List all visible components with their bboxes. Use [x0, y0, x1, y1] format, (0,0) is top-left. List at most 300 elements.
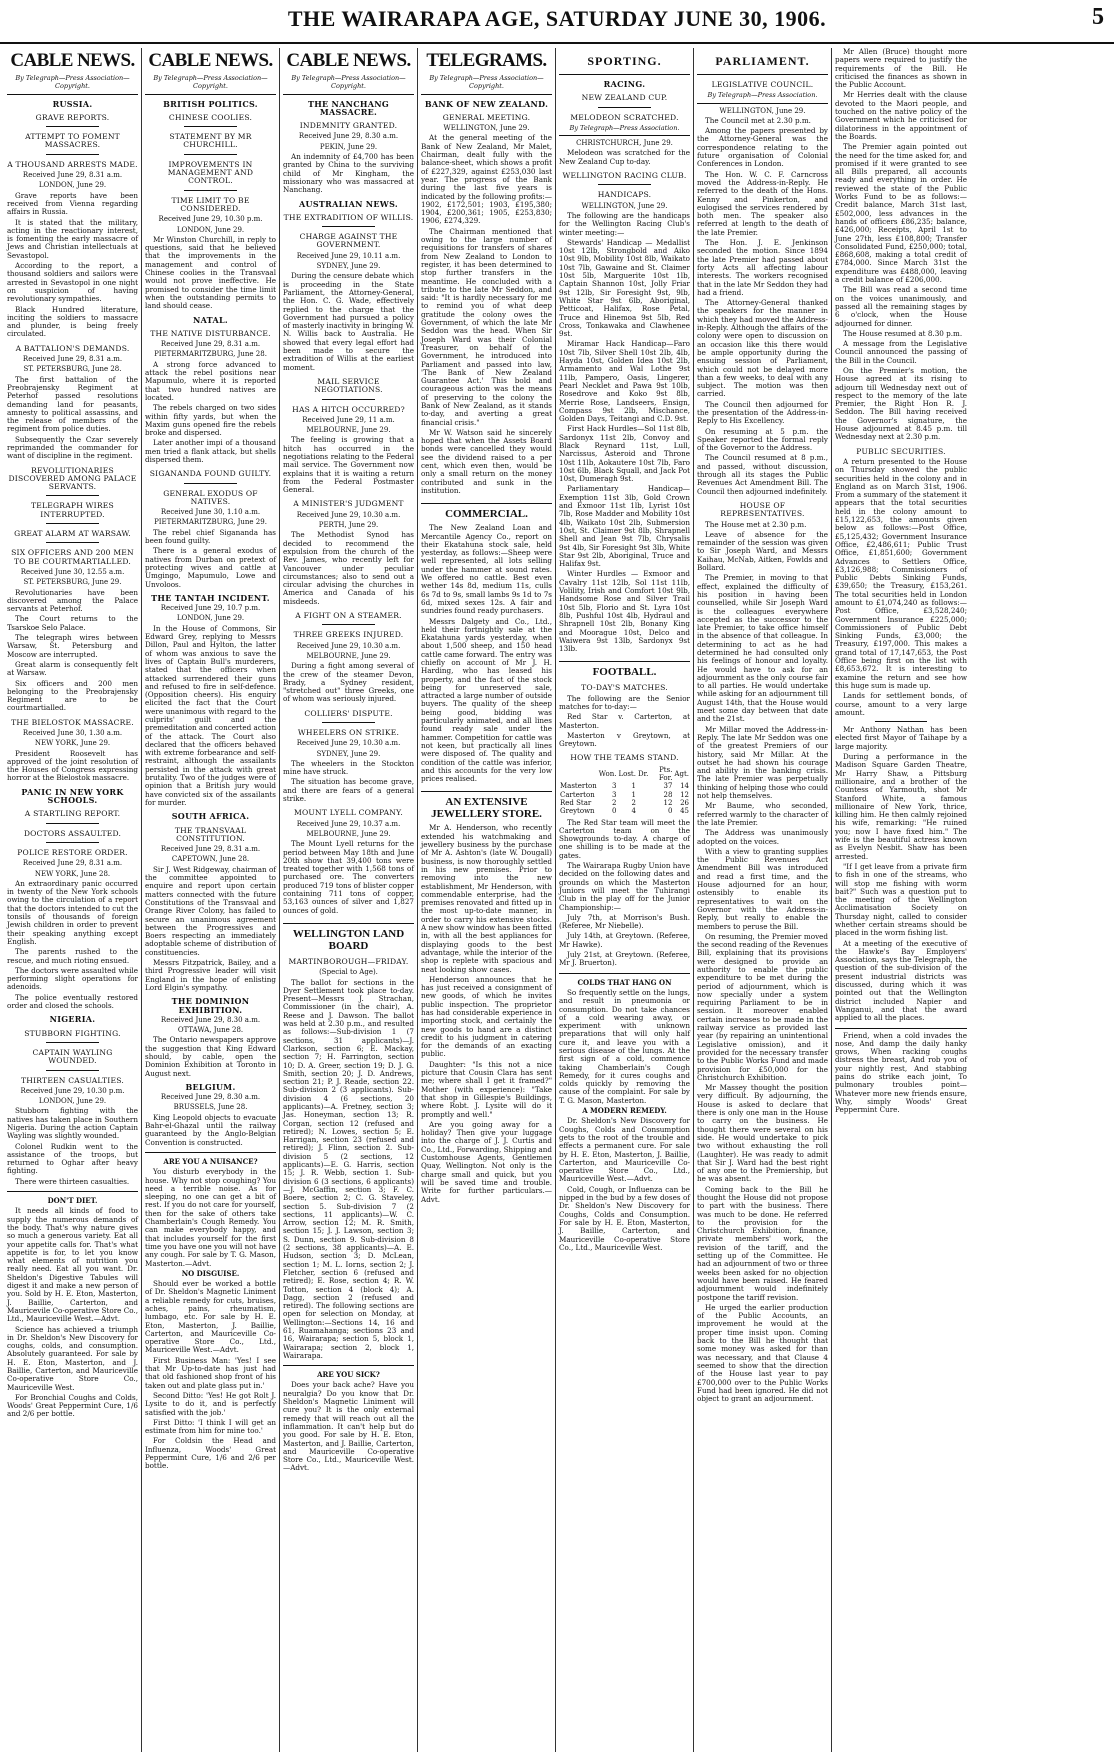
- received-line: Received June 30, 12.55 a.m.: [20, 567, 125, 576]
- paragraph: The Court returns to the Tsarskoe Selo Palace.: [7, 614, 138, 632]
- divider: [598, 107, 650, 108]
- dateline: ST. PETERSBURG, June 28.: [23, 365, 122, 374]
- headline: MAIL SERVICE NEGOTIATIONS.: [314, 376, 383, 395]
- table-cell: 37: [663, 782, 673, 791]
- paragraph: A message from the Legislative Council announced the passing of the Bill in the Council.: [835, 339, 967, 365]
- dateline: PEKIN, June 29.: [319, 142, 378, 151]
- headline: STATEMENT BY MR CHURCHILL.: [169, 132, 252, 150]
- paragraph: An extraordinary panic occurred in twenty of the New York schools owing to the circulation of a report that the doctors intended to cut the tonsils of thousands of foreign Jewish children in order to prevent their speaking anything except English.: [7, 878, 138, 946]
- table-cell: 28: [663, 790, 673, 799]
- columns: [4, 48, 1110, 1752]
- dateline: PIETERMARITZBURG, June 28.: [154, 350, 267, 359]
- table-cell: Greytown: [560, 807, 595, 816]
- headline: TO-DAY'S MATCHES.: [581, 683, 668, 693]
- table-header: Dr.: [637, 769, 649, 778]
- table-cell: 3: [611, 782, 617, 791]
- received-line: Received June 29, 10.37 a.m.: [296, 819, 401, 828]
- paragraph: Later another impi of a thousand men tried a flank attack, but shells dispersed them.: [145, 438, 276, 464]
- paragraph: Colonel Rudkin went to the assistance of the troops, but returned to Oghar after heavy fighting.: [7, 1141, 138, 1176]
- divider: [46, 523, 98, 524]
- paragraph: During the censure debate which is proceeding in the State Parliament, the Attorney-General, the Hon. C. G. Wade, effectively replied to the charge that the Government had pursued a policy of masterly inactivity in bringing W. N. Willis back to Australia. He showed that every legal effort had been made to secure the extradition of Willis at the earliest moment.: [283, 271, 414, 372]
- dateline: SYDNEY, June 29.: [316, 262, 381, 271]
- paragraph: Leave of absence for the remainder of the session was given to Sir Joseph Ward, and Messrs Kaihau, McNab, Aitken, Fowlds and Bollard.: [697, 529, 828, 573]
- headline: SIX OFFICERS AND 200 MEN TO BE COURTMARTIALLED.: [11, 548, 134, 566]
- paragraph: The telegraph wires between Warsaw, St. Petersburg and Moscow are interrupted.: [7, 633, 138, 659]
- headline-commercial: COMMERCIAL.: [421, 503, 552, 520]
- paragraph: Revolutionaries have been discovered among the Palace servants at Peterhof.: [7, 587, 138, 614]
- section-heading: RUSSIA.: [52, 98, 93, 109]
- section-heading: AUSTRALIAN NEWS.: [299, 198, 398, 209]
- dateline: MELBOURNE, June 29.: [306, 651, 391, 660]
- table-cell: [637, 782, 649, 790]
- byline: By Telegraph—Press Association—Copyright.: [145, 74, 276, 95]
- paragraph: King Leopold objects to evacuate Bahr-el-Ghazal until the railway guaranteed by the Anglo-Belgian Convention is constructed.: [145, 1112, 276, 1147]
- paragraph: A return presented to the House on Thursday showed the public securities held in the colony and in England as on March 31st, 1906. From a summary of the statement it appears that the total securities held in the colony amount to £15,122,653, the amounts given below as follows:—Post Office, £5,125,432; Government Insurance Office, £2,486,611; Public Trust Office, £1,851,600; Government Advances to Settlers Office, £3,126,988; Commissioners of Public Debts Sinking Funds, £39,650; the Treasury, £153,261. The total securities held in London amount to £1,074,240 as follows:—Post Office, £3,528,240; Government Insurance £225,000; Commissioners of Public Debt Sinking Funds, £3,000; the Treasury, £197,000. This makes a grand total of 17,147,653, the Post Office being first on the list with £8,653,672. It is interesting to examine the return and see how this huge sum is made up.: [835, 456, 967, 690]
- section-heading: THE TANTAH INCIDENT.: [151, 592, 270, 603]
- paragraph: The Premier, in moving to that effect, explained the difficulty of his position in having been counselled, while Sir Joseph Ward is the colleagues everywhere accepted as the successor to the late Premier, to take office himself in the absence of that colleague. In determining to act as he had determined he had consulted only his feelings of honour and loyalty. He would have to ask for an adjournment as the only course fair to all parties. He would undertake while asking for an adjournment till August 14th, that the House would meet some day between that date and the 21st.: [697, 573, 828, 724]
- table-cell: 4: [631, 807, 636, 816]
- paragraph: The House met at 2.30 p.m.: [705, 519, 807, 529]
- dateline: LONDON, June 29.: [176, 614, 245, 623]
- paragraph: The rebel chief Sigananda has been found guilty.: [145, 527, 276, 546]
- headline: A MINISTER'S JUDGMENT: [293, 499, 404, 509]
- paragraph: Coming back to the Bill he thought the House did not propose to part with the business. There was much to be done. He referred to the provision for the Christchurch Exhibition, finance, private members' work, the revision of the tariff, and the setting up of the Committee. He had an adjournment of two or three weeks been asked for no objection would have been raised. He feared adjournment would indefinitely postpone the tariff revision.: [697, 1184, 828, 1302]
- paragraph: Mr Allen (Bruce) thought more papers were required to justify the requirements of the Bill. He criticised the finances as shown in the Public Account.: [835, 48, 967, 90]
- table-header: [559, 766, 598, 783]
- headline: THREE GREEKS INJURED.: [293, 630, 404, 640]
- headline: MOUNT LYELL COMPANY.: [294, 808, 403, 818]
- headline-jewellery: AN EXTENSIVE JEWELLERY STORE.: [421, 791, 552, 820]
- section-heading: PANIC IN NEW YORK SCHOOLS.: [21, 786, 124, 806]
- dateline: LONDON, June 29.: [38, 181, 107, 190]
- table-header-row: [559, 766, 690, 783]
- paragraph: Mr Anthony Nathan has been elected first Mayor of Taihape by a large majority.: [835, 725, 967, 751]
- ad-text: Should ever be worked a bottle of Dr. Sheldon's Magnetic Liniment a reliable remedy for cuts, bruises, aches, pains, rheumatism, lumbago, etc. For sale by H. E. Eton, Masterton, J. Baillie, Carterton, and Mauriceville Co-operative Store Co., Ltd., Mauriceville West.—Advt.: [145, 1279, 276, 1355]
- headline: CAPTAIN WAYLING WOUNDED.: [32, 1047, 113, 1066]
- paragraph: There were thirteen casualties.: [15, 1176, 130, 1186]
- dateline: PIETERMARITZBURG, June 29.: [154, 518, 267, 527]
- paragraph: Mr W. Watson said he sincerely hoped that when the Assets Board bonds were cancelled they would see the dividend raised to a per cent, which even then, would be only a small return on the money contributed and sunk in the institution.: [421, 427, 552, 495]
- paragraph: The Methodist Synod has decided to recommend the expulsion from the church of the Rev. James, who recently left for Vancouver under peculiar circumstances; also to send out a circular advising the churches in America and Canada of his misdeeds.: [283, 530, 414, 606]
- paragraph: The feeling is growing that a hitch has occurred in the negotiations relating to the Federal mail service. The Government now explains that it is waiting a return from the Federal Postmaster General.: [283, 435, 414, 495]
- paragraph: Stubborn fighting with the natives has taken place in Southern Nigeria. During the action Captain Wayling was slightly wounded.: [7, 1106, 138, 1141]
- dateline: CHRISTCHURCH, June 29.: [576, 139, 673, 148]
- received-line: Received June 29, 10.30 p.m.: [20, 1086, 125, 1095]
- divider: [46, 1070, 98, 1071]
- ad-text: For Coldsin the Head and Influenza, Woods' Great Peppermint Cure, 1/6 and 2/6 per bottle.: [145, 1436, 276, 1471]
- headline: SIGANANDA FOUND GUILTY.: [149, 469, 272, 479]
- divider: [46, 495, 98, 496]
- paragraph: The rebels charged on two sides within fifty yards, but when the Maxim guns opened fire the rebels broke and dispersed.: [145, 403, 276, 438]
- divider: [598, 184, 650, 185]
- dateline: OTTAWA, June 28.: [177, 1026, 244, 1035]
- headline: COLLIERS' DISPUTE.: [304, 708, 393, 718]
- dateline: WELLINGTON, June 29.: [719, 106, 806, 115]
- table-cell: Red Star: [560, 798, 592, 807]
- column-4: [418, 48, 556, 1752]
- paragraph: An indemnity of £4,700 has been granted by China to the surviving child of Mr Kingham, the missionary who was massacred at Nanchang.: [283, 152, 414, 195]
- paragraph: Stewards' Handicap — Medallist 10st 12lb, Strongbold and Aiko 10st 9lb, Mobility 10st 8lb, Waikato 10st 7lb, Gawaine and St. Claimer 10st 5lb, Marguerite 10st 1lb, Captain Shannon 10st, Jolly Friar 9st 12lb, Sir Foresight 9st, 9lb, White Star 9st 6lb, Aboriginal, Petticoat, Halifax, Rose Petal, Truce and Hinemoa 9st 5lb, Red Cross, Tonkawaka and Clawhenee 9st.: [559, 237, 690, 339]
- ad-heading: A MODERN REMEDY.: [582, 1106, 667, 1116]
- headline: HOW THE TEAMS STAND.: [570, 753, 679, 763]
- paragraph: The Red Star team will meet the Carterton team on the Showgrounds to-day. A charge of one shilling is to be made at the gates.: [559, 817, 690, 860]
- ad-text: It needs all kinds of food to supply the numerous demands of the body. That's why nature gives so much a generous variety. Eat all your appetite calls for. That's what appetite is for, to let you know what elements of nutrition you really need. Eat all you want. Dr. Sheldon's Digestive Tabules will digest it and make a new person of you. Sold by H. E. Eton, Masterton, J. Baillie, Carterton, and Mauricevile Co-operative Store Co., Ltd., Mauriceville West.—Advt.: [7, 1206, 138, 1324]
- banner: TELEGRAMS.: [426, 50, 547, 71]
- paragraph: The Council resumed at 8 p.m., and passed, without discussion, through all its stages the Public Revenues Act Amendment Bill. The Council then adjourned indefinitely.: [697, 453, 828, 496]
- paragraph: The House resumed at 8.30 p.m.: [843, 328, 963, 338]
- paragraph: The Wairarapa Rugby Union have decided on the following dates and grounds on which the Masterton Juniors will meet the Tuhirangi Club in the play off for the Junior Championship:—: [559, 861, 690, 912]
- advertisement: [559, 973, 690, 1253]
- paragraph: Mr Baume, who seconded, referred warmly to the character of the late Premier.: [697, 801, 828, 827]
- table-cell: 12: [663, 798, 673, 807]
- paragraph: Sir J. West Ridgeway, chairman of the committee appointed to enquire and report upon certain matters connected with the future Constitutions of the Transvaal and Orange River Colony, has failed to secure an unanimous agreement between the Progressives and Boers respecting an immediately adoptable scheme of distribution of constituencies.: [145, 864, 276, 957]
- ad-heading: ARE YOU A NUISANCE?: [163, 1156, 258, 1166]
- headline: THE TRANSVAAL CONSTITUTION.: [174, 825, 247, 843]
- dateline: CAPETOWN, June 28.: [171, 855, 250, 864]
- received-line: Received June 29, 10.30 a.m.: [296, 739, 401, 748]
- section-heading: THE DOMINION EXHIBITION.: [171, 996, 250, 1015]
- section-heading: THE NANCHANG MASSACRE.: [307, 98, 390, 117]
- headline: STUBBORN FIGHTING.: [24, 1028, 121, 1038]
- divider: [46, 154, 98, 155]
- headline: MELODEON SCRATCHED.: [570, 112, 679, 122]
- received-line: Received June 29, 10.30 a.m.: [296, 510, 401, 519]
- headline-land-board: WELLINGTON LAND BOARD: [283, 923, 414, 952]
- headline: HAS A HITCH OCCURRED?: [292, 404, 405, 414]
- ad-text: You disturb everybody in the house. Why not stop coughing? You need a terrible noise. As for sleeping, no one can get a bit of rest. If you do not care for yourself, then for the sake of others take Chamberlain's Cough Remedy. You can make everybody happy, and that includes yourself for the first time you have one you will not have any cough. For sale by T. G. Mason, Masterton.—Advt.: [145, 1167, 276, 1268]
- dateline: WELLINGTON, June 29.: [581, 201, 668, 210]
- paragraph: The Council met at 2.30 p.m.: [705, 115, 811, 125]
- received-line: Received June 29, 10.7 p.m.: [160, 604, 261, 613]
- table-header: Won.: [598, 769, 617, 778]
- headline: THE NATIVE DISTURBANCE.: [150, 328, 271, 338]
- table-row: [559, 807, 690, 815]
- paragraph: Mr Millar moved the Address-in-Reply. The late Mr Seddon was one of the greatest Premiers of our history, said Mr Millar. At the outset he had shown his courage and ability in the banking crisis. The late Premier was perpetually thinking of helping those who could not help themselves.: [697, 724, 828, 801]
- paragraph: The Address was unanimously adopted on the voices.: [697, 828, 828, 846]
- table-header: Agt.: [674, 769, 689, 778]
- table-cell: [637, 791, 649, 799]
- paragraph: Mr Herries dealt with the clause devoted to the Maori people, and touched on the native policy of the Government which he criticised for dilatoriness in the appointment of the Boards.: [835, 90, 967, 141]
- paragraph: According to the report, a thousand soldiers and sailors were arrested in Sevastopol in one night on suspicion of having revolutionary sympathies.: [7, 261, 138, 304]
- paragraph: Mr A. Henderson, who recently extended his watchmaking and jewellery business by the purchase of Mr A. Ashton's (late W. Dougall) business, is now thoroughly settled in his new premises. Prior to removing into the new establishment, Mr Henderson, with commendable enterprise, had the premises renovated and fitted up in the most up-to-date manner, in order to carry his extensive stocks. A new show window has been fitted in, with all the best appliances for displaying goods to the best advantage, while the interior of the shop is replete with spacious and neat looking show cases.: [421, 823, 552, 974]
- paragraph: He urged the earlier production of the Public Accounts, an improvement he would at the proper time insist upon. Coming back to the Bill he thought that some money was asked for than was necessary, and that Clause 4 seemed to show that the direction of the House last year to pay £700,000 over to the Public Works Fund had been ignored. He did not object to grant an adjournment.: [697, 1302, 828, 1404]
- received-line: Received June 29, 8.30 a.m.: [160, 1093, 261, 1102]
- table-cell: Carterton: [560, 790, 595, 799]
- received-line: Received June 29, 8.31 a.m.: [22, 859, 123, 868]
- subhead: (Special to Age).: [319, 968, 378, 977]
- paragraph: "If I get leave from a private firm to fish in one of the streams, who will stop me fishing with worm bait?" Such was a question put to the meeting of the Wellington Acclimatisation Society on Thursday night, called to consider whether certain streams should be placed in the worm fishing list.: [835, 861, 967, 938]
- table-header: Pts. For.: [658, 765, 673, 783]
- headline: POLICE RESTORE ORDER.: [17, 847, 128, 857]
- headline: IMPROVEMENTS IN MANAGEMENT AND CONTROL.: [167, 159, 254, 186]
- dateline: SYDNEY, June 29.: [316, 749, 381, 758]
- paragraph: The Hon. W. C. F. Carncross moved the Address-in-Reply. He referred to the death of the Hons. Kenny and Pinkerton, and eulogised the services rendered by both men. The speaker also referred at length to the death of the late Premier.: [697, 169, 828, 237]
- dateline: LONDON, June 29.: [38, 1097, 107, 1106]
- dateline: BRUSSELS, June 28.: [173, 1103, 248, 1112]
- table-header: Lost.: [618, 769, 636, 778]
- paragraph: The wheelers in the Stockton mine have struck.: [283, 758, 414, 777]
- column-7: [832, 48, 970, 1752]
- divider: [322, 399, 374, 400]
- ad-text: Science has achieved a triumph in Dr. Sheldon's New Discovery for coughs, colds, and consumption. Absolutely guaranteed. For sale by H. E. Eton, Masterton, and J. Baillie, Carterton, and Mauriceville Co-operative Store Co., Mauriceville West.: [7, 1324, 138, 1392]
- divider: [184, 190, 236, 191]
- paragraph: The police eventually restored order and closed the schools.: [7, 992, 138, 1011]
- dateline: WELLINGTON, June 29.: [443, 124, 530, 133]
- received-line: Received June 29, 10.30 p.m.: [158, 215, 263, 224]
- divider: [46, 126, 98, 127]
- divider: [184, 483, 236, 484]
- paragraph: With a view to granting supplies the Public Revenues Act Amendment Bill was introduced and read a first time, and the House adjourned for an hour, ostensibly to enable its representatives to wait on the Governor with the Address-in-Reply, but really to enable the members to peruse the Bill.: [697, 846, 828, 931]
- paragraph: Henderson announces that he has just received a consignment of new goods, of which he invites public inspection. The proprietor has had considerable experience in importing stock, and certainly the new goods to hand are a distinct credit to his judgment in catering for the demands of an exacting public.: [421, 974, 552, 1059]
- headline: REVOLUTIONARIES DISCOVERED AMONG PALACE SERVANTS.: [8, 465, 137, 492]
- ad-heading: DON'T DIET.: [47, 1196, 98, 1206]
- paragraph: Parliamentary Handicap—Exemption 11st 3lb, Gold Crown and Exmoor 11st 1lb, Lyrist 10st 7lb, Rose Madder and Mobility 10st 4lb, Waikato 10st 2lb, Submersion 10st, St. Claimer 9st 8lb, Shrapnell Shell and Jean 9st 7lb, Chrysalis 9st 4lb, Sir Foresight 9st 3lb, White Star 9st 2lb, Aboriginal, Truce and Halifax 9st.: [559, 484, 690, 569]
- dateline: PERTH, June 29.: [318, 521, 379, 530]
- headline: CHARGE AGAINST THE GOVERNMENT.: [299, 232, 398, 250]
- table-cell: 3: [611, 790, 617, 799]
- table-cell: [637, 799, 649, 807]
- paragraph: Mr Massey thought the position very difficult. By adjourning, the House is asked to declare that there is only one man in the House to carry on the business. He thought there were several on his side. He would undertake to pick two without exhausting the roll (Laughter). He was ready to admit that Sir J. Ward had the best right of any one to the Premiership, but he was absent.: [697, 1083, 828, 1184]
- table-row: [559, 782, 690, 790]
- byline: By Telegraph—Press Association—Copyright.: [7, 74, 138, 95]
- table-cell: 14: [680, 782, 689, 791]
- dateline: NEW YORK, June 28.: [34, 869, 111, 878]
- headline: GENERAL EXODUS OF NATIVES.: [163, 488, 258, 506]
- table-cell: 45: [680, 807, 689, 816]
- table-cell: 0: [611, 807, 617, 816]
- paragraph: Subsequently the Czar severely reprimanded the commander for want of discipline in the regiment.: [7, 434, 138, 461]
- headline: TIME LIMIT TO BE CONSIDERED.: [171, 195, 250, 213]
- paragraph: Are you going away for a holiday? Then give your luggage into the charge of J. J. Curtis and Co., Ltd., Forwarding, Shipping and Customhouse Agents, Gentlemen Quay, Wellington. Not only is the charge small and quick, but you will be saved time and trouble. Write for further particulars.—Advt.: [421, 1119, 552, 1204]
- paragraph: During a performance in the Madison Square Garden Theatre, Mr Harry Shaw, a Pittsburg millionaire, and a brother of the Countess of Yarmouth, shot Mr Stanford White, a famous millionaire of New York, thrice, killing him. He then calmly rejoined his wife, remarking: "He ruined you; now I have fixed him." The wife is the beautiful actress known as Evelyn Nesbit. Shaw has been arrested.: [835, 752, 967, 861]
- paragraph: Great alarm is consequently felt at Warsaw.: [7, 659, 138, 678]
- headline: PUBLIC SECURITIES.: [856, 446, 946, 456]
- table-cell: 2: [611, 798, 617, 807]
- dateline: LONDON, June 29.: [176, 225, 245, 234]
- headline: A BATTALION'S DEMANDS.: [15, 343, 130, 353]
- received-line: Received June 29, 8.31 a.m.: [160, 845, 261, 854]
- table-cell: Masterton: [560, 782, 597, 791]
- ad-text: First Business Man: 'Yes! I see that Mr Up-to-date has just had that old fashioned shop front of his taken out and plate glass put in.': [145, 1355, 276, 1390]
- paragraph: July 7th, at Morrison's Bush. (Referee, Mr Niebelle).: [559, 912, 690, 931]
- advertisement: [283, 1365, 414, 1473]
- divider: [184, 154, 236, 155]
- paragraph: Red Star v. Carterton, at Masterton.: [559, 712, 690, 730]
- paragraph: Messrs Fitzpatrick, Bailey, and a third Progressive leader will visit England in the hope of enlisting Lord Elgin's sympathy.: [145, 958, 276, 992]
- headline: NEW ZEALAND CUP.: [581, 93, 668, 103]
- headline: INDEMNITY GRANTED.: [299, 121, 398, 131]
- paragraph: The New Zealand Loan and Mercantile Agency Co., report on their Ekatahuna stock sale, held yesterday, as follows:—Sheep were well represented, all lots selling under the hammer at sound rates. We offered no cattle. Best even wether 14s 8d, medium 11s, culls 6s 7d to 9s, small lambs 9s 1d to 7s 6d, mixed sexes 12s. A fair and sundries found ready purchasers.: [421, 523, 552, 616]
- paragraph: At the general meeting of the Bank of New Zealand, Mr Malet, Chairman, dealt fully with the balance-sheet, which shows a profit of £227,329, against £253,030 last year. The progress of the Bank during the last five years is indicated by the following profits:—1902, £172,501; 1903, £195,380; 1904, £200,361; 1905, £253,830; 1906, £274,329.: [421, 133, 552, 226]
- paragraph: On resuming at 5 p.m. the Speaker reported the formal reply of the Governor to the Address.: [697, 426, 828, 453]
- section-heading: SOUTH AFRICA.: [171, 811, 250, 822]
- paragraph: The Chairman mentioned that owing to the large number of requisitions for transfers of shares from New Zealand to London to register, it has been determined to stop further transfers in the meantime. He concluded with a tribute to the late Mr Seddon, and said: "It is hardly necessary for me to remind you of what deep gratitude the colony owes the Government, of which the late Mr Seddon was the head. When Sir Joseph Ward was their Colonial Treasurer, on behalf of the Government, he introduced into Parliament and passed into law, 'The Bank of New Zealand Guarantee Act.' This bold and courageous action was the means of preserving to the colony the Bank of New Zealand, as it stands to-day, and averting a great financial crisis.": [421, 226, 552, 427]
- paragraph: The first battalion of the Preobrajensky Regiment at Peterhof passed resolutions demanding land for peasants, amnesty to political assassins, and the release of members of the regiment from police duties.: [7, 374, 138, 434]
- ad-text: Does your back ache? Have you neuralgia? Do you know that Dr. Sheldon's Magnetic Liniment will cure you? It is the only external remedy that will reach out all the inflammation. It can't help but do you good. For sale by H. E. Eton, Masterton, and J. Baillie, Carterton, and Mauriceville Co-operative Store Co., Ltd., Mauriceville West.—Advt.: [283, 1380, 414, 1473]
- paragraph: On the Premier's motion, the House agreed at its rising to adjourn till Wednesday next out of respect to the memory of the late Premier, the Right Hon R. J. Seddon. The Bill having received the Governor's signature, the House adjourned at 8.45 p.m. till Wednesday next at 2.30 p.m.: [835, 365, 967, 442]
- dateline: NEW YORK, June 29.: [34, 739, 111, 748]
- divider: [46, 823, 98, 824]
- headline: CHINESE COOLIES.: [168, 112, 253, 122]
- section-heading: BELGIUM.: [185, 1081, 236, 1092]
- paragraph: Miramar Hack Handicap—Faro 10st 7lb, Silver Shell 10st 2lb, 4lb, Hayda 10st, Golden Idea 10st 2lb, Armamento and Wal Lothe 9st 11lb, Pampero, Oasis, Lingerer, Pearl Necklet and Pawa 9st 10lb, Rosedrove and Koko 9st 8lb, Merrie Rose, Landseers, Ensign, Compass 9st 2lb, Mischance, Golden Days, Teitangi and C.D. 9st.: [559, 339, 690, 424]
- masthead: [0, 0, 1114, 44]
- received-line: Received June 29, 8.31 a.m.: [22, 171, 123, 180]
- paragraph: There is a general exodus of natives from Durban on pretext of protecting wives and cattle at Umgingo, Mapumulo, Lowe and Unvoloos.: [145, 546, 276, 589]
- table-cell: 26: [680, 798, 689, 807]
- paragraph: The Bill was read a second time on the voices unanimously, and passed all the remaining stages by 6 o'clock, when the House adjourned for dinner.: [835, 285, 967, 328]
- paragraph: Daughter: "Is this not a nice picture that Cousin Clara has sent me; where shall I get it framed?" Mother (with experience): "Take that shop in Gillespie's Buildings, where Robt. J. Lysite will do it promptly and well.": [421, 1059, 552, 1119]
- headline: GENERAL MEETING.: [442, 112, 531, 122]
- byline: By Telegraph—Press Association.: [697, 91, 828, 103]
- divider: [46, 542, 98, 543]
- headline: GRAVE REPORTS.: [35, 112, 110, 122]
- banner: CABLE NEWS.: [10, 50, 135, 71]
- divider: [322, 624, 374, 625]
- column-6: [694, 48, 832, 1752]
- paragraph: Grave reports have been received from Vienna regarding affairs in Russia.: [7, 190, 138, 217]
- ad-heading: ARE YOU SICK?: [317, 1370, 380, 1380]
- paragraph: Messrs Dalgety and Co., Ltd., held their fortnightly sale at the Ekatahuna yards yesterday, when about 1,500 sheep, and 150 head cattle came forward. The entry was chiefly on account of Mr J. H. Harding, who has leased his property, and the fact of the stock being for unreserved sale, attracted a large number of outside buyers. The quality of the sheep being good, bidding was particularly animated, and all lines found ready sale under the hammer. Competition for cattle was not keen, but practically all lines were disposed of. The quality and condition of the cattle was inferior, and this accounts for the very low prices realised.: [421, 616, 552, 784]
- ad-heading: NO DISGUISE.: [181, 1268, 240, 1278]
- table-cell: 0: [667, 807, 673, 816]
- received-line: Received June 29, 10.30 a.m.: [296, 641, 401, 650]
- paragraph: Among the papers presented by the Attorney-General was the correspondence relating to the future organisation of Colonial Conferences in London.: [697, 126, 828, 169]
- ad-text: First Ditto: 'I think I will get an estimate from him for mine too.': [145, 1417, 276, 1436]
- ad-text: For Bronchial Coughs and Colds, Woods' Great Peppermint Cure, 1/6 and 2/6 per bottle.: [7, 1392, 138, 1419]
- paragraph: The following are the Senior matches for to-day:—: [559, 693, 690, 711]
- dateline: MELBOURNE, June 29.: [306, 829, 391, 838]
- divider: [322, 722, 374, 723]
- headline: THE EXTRADITION OF WILLIS.: [283, 212, 414, 222]
- section-heading: BRITISH POLITICS.: [163, 98, 258, 109]
- divider: [322, 226, 374, 227]
- paragraph: The following are the handicaps for the Wellington Racing Club's winter meeting:—: [559, 210, 690, 237]
- paragraph: On resuming, the Premier moved the second reading of the Revenues Bill, explaining that its provisions were designed to provide an authority to enable the public expenditure to be met during the period of adjournment, which is now specially under a system requiring Parliament to be in session. It moreover enabled certain increases to be made in the railway service as provided last year (by repairing an unintentional Legislative omission), and it provided for the necessary transfer to the Public Works Fund and made provision for £50,000 for the Christchurch Exhibition.: [697, 931, 828, 1082]
- paragraph: First Hack Hurdles—Sol 11st 8lb, Sardonyx 11st 2lb, Convoy and Black Reynard 11st, Lull, Narcissus, Asteroid and Throne 10st 11lb, Aokautere 10st 7lb, Faro 10st 6lb, Black Squall, and Jack Pot 10st, Dumeragh 9st.: [559, 424, 690, 484]
- paragraph: Winter Hurdles — Exmoor and Cavalry 11st 12lb, Sol 11st 11lb, Volility, Irish and Comfort 10st 9lb, Handsome Rose and Silver Trail 10st 5lb, Florio and St. Lyra 10st 8lb, Pushful 10st 4lb, Hydraul and Shrapnell 10st 2lb, Bonany King and Moorague 10st, Delco and Waiwera 9st 13lb, Sardonyx 9st 13lb.: [559, 569, 690, 654]
- headline: MARTINBOROUGH—FRIDAY.: [288, 956, 409, 966]
- ad-text: Dr. Sheldon's New Discovery for Coughs, Colds and Consumption gets to the root of the trouble and effects a permanent cure. For sale by H. E. Eton, Masterton, J. Baillie, Carterton, and Mauriceville Co-operative Store Co., Ltd., Mauriceville West.—Advt.: [559, 1116, 690, 1184]
- headline: GREAT ALARM AT WARSAW.: [14, 529, 131, 539]
- table-cell: 2: [631, 798, 636, 807]
- paragraph: It is stated that the military, acting in the reactionary interest, is fomenting the early massacre of Jews and Christian intellectuals at Sevastopol.: [7, 217, 138, 260]
- column-3: [280, 48, 418, 1752]
- column-5: [556, 48, 694, 1752]
- ad-heading: COLDS THAT HANG ON: [577, 977, 672, 987]
- headline: A STARTLING REPORT.: [24, 809, 121, 819]
- page-number: 5: [1092, 4, 1104, 30]
- divider: [46, 842, 98, 843]
- paragraph: The Mount Lyell returns for the period between May 18th and June 20th show that 39,400 tons were treated together with 1,568 tons of purchased ore. The converters produced 719 tons of blister copper containing 711 tons of copper, 53,163 ounces of silver and 1,827 ounces of gold.: [283, 839, 414, 915]
- paragraph: The parents rushed to the rescue, and much rioting ensued.: [7, 947, 138, 965]
- headline: LEGISLATIVE COUNCIL.: [711, 80, 814, 89]
- paragraph: Melodeon was scratched for the New Zealand Cup to-day.: [559, 148, 690, 166]
- table-cell: [637, 807, 649, 815]
- headline: A THOUSAND ARRESTS MADE.: [7, 159, 138, 169]
- paragraph: July 21st, at Greytown. (Referee, Mr J. Bruerton).: [559, 950, 690, 968]
- advertisement: [145, 1152, 276, 1471]
- paragraph: July 14th, at Greytown. (Referee, Mr Hawke).: [559, 931, 690, 949]
- ad-text: So frequently settle on the lungs, and result in pneumonia or consumption. Do not take chances of a cold wearing away, or experiment with unknown preparations that will only half cure it, and leave you with a serious disease of the lungs. At the first sign of a cold, commence taking Chamberlain's Cough Remedy, for it cures coughs and colds quickly by removing the cause of the complaint. For sale by T. G. Mason, Masterton.: [559, 987, 690, 1105]
- table-cell: 1: [631, 790, 636, 799]
- paragraph: In the House of Commons, Sir Edward Grey, replying to Messrs Dillon, Paul and Hylton, the latter of whom was anxious to save the lives of Captain Bull's murderers, stated that the officers when attacked surrendered their guns and refused to fire in self-defence. (Opposition cheers). His enquiry elicited the fact that the Court were unanimous with regard to the culprits' guilt and the premeditation and concerted action of the attack. The Court also declared that the officers behaved with extreme forbearance and self-restraint, although the assailants persisted in the attack with great brutality. Two of the judges were of opinion that a British jury would have convicted six of the assailants for murder.: [145, 623, 276, 807]
- advertisement: [835, 1028, 967, 1115]
- paragraph: Mr Winston Churchill, in reply to questions, said that he believed that the improvements in the management and control of Chinese coolies in the Transvaal would not prove ineffective. He promised to consider the time limit when the outstanding permits to land should cease.: [145, 234, 276, 311]
- paragraph: The Attorney-General thanked the speakers for the manner in which they had moved the Address-in-Reply. Although the affairs of the colony were open to discussion on an occasion like this there would be ample opportunity during the ensuing session of Parliament, which could not be delayed more than a few weeks, to deal with any subject. The motion was then carried.: [697, 298, 828, 399]
- received-line: Received June 29, 10.11 a.m.: [296, 251, 401, 260]
- received-line: Received June 29, 8.31 a.m.: [22, 355, 123, 364]
- headline: TELEGRAPH WIRES INTERRUPTED.: [31, 501, 114, 519]
- headline: HOUSE OF REPRESENTATIVES.: [720, 500, 805, 519]
- table-row: [559, 799, 690, 807]
- advertisement: [7, 1191, 138, 1419]
- headline: THE BIELOSTOK MASSACRE.: [11, 717, 134, 727]
- paragraph: Lands for settlement bonds, of course, amount to a very large amount.: [835, 691, 967, 717]
- paragraph: The Premier again pointed out the need for the time asked for, and promised if it were granted to see all Bills prepared, all accounts ready and everything in order. He reviewed the state of the Public Works Fund to be as follows:—Credit balance, March 31st last, £502,000, less advances in the hands of officers £86,235; balance, £426,000; Receipts, April 1st to June 27th, less £108,800; Transfer Consolidated Fund, £250,000; total, £868,608, making a total credit of £784,000. Since March 31st the expenditure was £488,000, leaving a credit balance of £206,000.: [835, 142, 967, 285]
- headline: DOCTORS ASSAULTED.: [23, 828, 122, 838]
- headline: WELLINGTON RACING CLUB.: [562, 171, 687, 181]
- headline: A FIGHT ON A STEAMER.: [295, 611, 402, 621]
- ad-text: Friend, when a cold invades the nose, And damp the daily hanky grows, When racking coughs distress the breast, And rob you of your nightly rest, And stabbing pains do strike each joint, To pulmonary troubles point—Whatever more new friends ensure, Why, simply Woods' Great Peppermint Cure.: [835, 1030, 967, 1115]
- banner-parliament: PARLIAMENT.: [697, 50, 828, 75]
- paragraph: The Hon. J. E. Jenkinson seconded the motion. Since 1894 the late Premier had passed about forty Acts all affecting labour interests. The workers recognised that in the late Mr Seddon they had had a friend.: [697, 238, 828, 297]
- column-1: [4, 48, 142, 1752]
- paragraph: President Roosevelt has approved of the joint resolution of the Houses of Congress expressing horror at the Bielostok massacre.: [7, 748, 138, 783]
- table-row: [559, 791, 690, 799]
- paragraph: At a meeting of the executive of the Hawke's Bay Employers' Association, says the Telegraph, the question of the sub-division of the present industrial districts was discussed, during which it was pointed out that the Wellington district included Napier and Wanganui, and that the award applied to all the places.: [835, 938, 967, 1023]
- received-line: Received June 30, 1.30 a.m.: [22, 729, 123, 737]
- paragraph: Black Hundred literature, inciting the soldiers to massacre and plunder, is being freely circulated.: [7, 304, 138, 339]
- divider: [184, 126, 236, 127]
- section-heading: NIGERIA.: [49, 1014, 96, 1025]
- banner-sporting: SPORTING.: [559, 50, 690, 75]
- ad-text: Cold, Cough, or Influenza can be nipped in the bud by a few doses of Dr. Sheldon's New Discovery for Coughs, Colds and Consumption. For sale by H. E. Eton, Masterton, J. Baillie, Carterton, and Mauriceville Co-operative Store Co., Ltd., Mauriceville West.: [559, 1184, 690, 1252]
- received-line: Received June 30, 1.10 a.m.: [160, 508, 261, 517]
- paragraph: The ballot for sections in the Dyer Settlement took place to-day. Present—Messrs J. Strachan, Commissioner (in the chair), A. Reese and J. Dawson. The ballot was held at 2.30 p.m., and resulted as follows:—Sub-division 1 (7 sections, 31 applicants)—J. Clarkson, section 6; E. Mackay, section 7; H. Farrington, section 10; D. A. Greer, section 19; D. J. G. Smith, section 20; J. D. Andrews, section 21; P. J. Reade, section 22. Sub-division 2 (3 applicants). Sub-division 4 (6 sections, 20 applicants)—A. Fretney, section 3; Jas. Honeyman, section 13; R. Corgan, section 12 (refused and retired); N. Lowes, section 5; E. Harrigan, section 23 (refused and retired); J. Flinn, section 2. Sub-division 5 (2 sections, 12 applicants)—E. G. Harris, section 15; J. R. Webb, section 1. Sub-division 6 (3 sections, 6 applicants)—J. McGaffin, section 3; F. C. Boere, section 2; C. G. Staveley, section 5. Sub-division 7 (2 sections, 11 applicants)—W. C. Arrow, section 12; M. R. Smith, section 15; J. J. Lawson, section 3; S. Dunn, section 9. Sub-division 8 (2 sections, 38 applicants)—A. E. Hudson, section 3; D. McLean, section 1; M. L. Iorns, section 2; J. Fletcher, section 6 (refused and retired); E. Rose, section 4; R. W. Totton, section 4 (block 4); A. Dagg, section 2 (refused and retired). The following sections are open for selection on Monday, at Wellington:—Sections 14, 16 and 61, Ruamahanga; sections 23 and 16, Wairarapa; section 5, block 1, Wairarapa; section 2, block 1, Wairarapa.: [283, 977, 414, 1360]
- banner: CABLE NEWS.: [148, 50, 273, 71]
- received-line: Received June 29, 8.30 a.m.: [298, 132, 399, 141]
- paragraph: Six officers and 200 men belonging to the Preobrajensky Regiment are to be courtmartialled.: [7, 678, 138, 713]
- paragraph: The situation has become grave, and there are fears of a general strike.: [283, 777, 414, 804]
- section-heading: BANK OF NEW ZEALAND.: [424, 98, 549, 109]
- headline: ATTEMPT TO FOMENT MASSACRES.: [25, 132, 120, 150]
- paragraph: The doctors were assaulted while performing slight operations for adenoids.: [7, 965, 138, 992]
- standings-table: [559, 766, 690, 816]
- table-cell: 12: [680, 790, 689, 799]
- table-cell: 1: [631, 782, 636, 791]
- divider: [46, 1042, 98, 1043]
- dateline: ST. PETERSBURG, June 29.: [23, 578, 122, 587]
- section-heading: NATAL.: [192, 314, 228, 325]
- ad-text: Second Ditto: 'Yes! He got Rolt J. Lysite to do it, and is perfectly satisfied with the job.': [145, 1390, 276, 1417]
- byline: By Telegraph—Press Association—Copyright.: [421, 74, 552, 95]
- section-heading: RACING.: [603, 79, 646, 89]
- byline: By Telegraph—Press Association.: [559, 124, 690, 136]
- byline: By Telegraph—Press Association—Copyright.: [283, 74, 414, 95]
- paragraph: The Ontario newspapers approve the suggestion that King Edward should, by cable, open the Dominion Exhibition at Toronto in August next.: [145, 1035, 276, 1078]
- headline-football: FOOTBALL.: [559, 661, 690, 678]
- received-line: Received June 29, 8.31 a.m.: [160, 340, 261, 349]
- banner: CABLE NEWS.: [286, 50, 411, 71]
- paragraph: The Council then adjourned for the presentation of the Address-in-Reply to His Excellency.: [697, 399, 828, 426]
- paragraph: During a fight among several of the crew of the steamer Devon, Brady, a Sydney resident, "stretched out" three Greeks, one of whom was seriously injured.: [283, 661, 414, 704]
- headline: THIRTEEN CASUALTIES.: [20, 1075, 124, 1085]
- paragraph: Masterton v Greytown, at Greytown.: [559, 730, 690, 749]
- headline: WHEELERS ON STRIKE.: [297, 728, 400, 737]
- newspaper-title: THE WAIRARAPA AGE, SATURDAY JUNE 30, 1906.: [287, 6, 827, 31]
- column-2: [142, 48, 280, 1752]
